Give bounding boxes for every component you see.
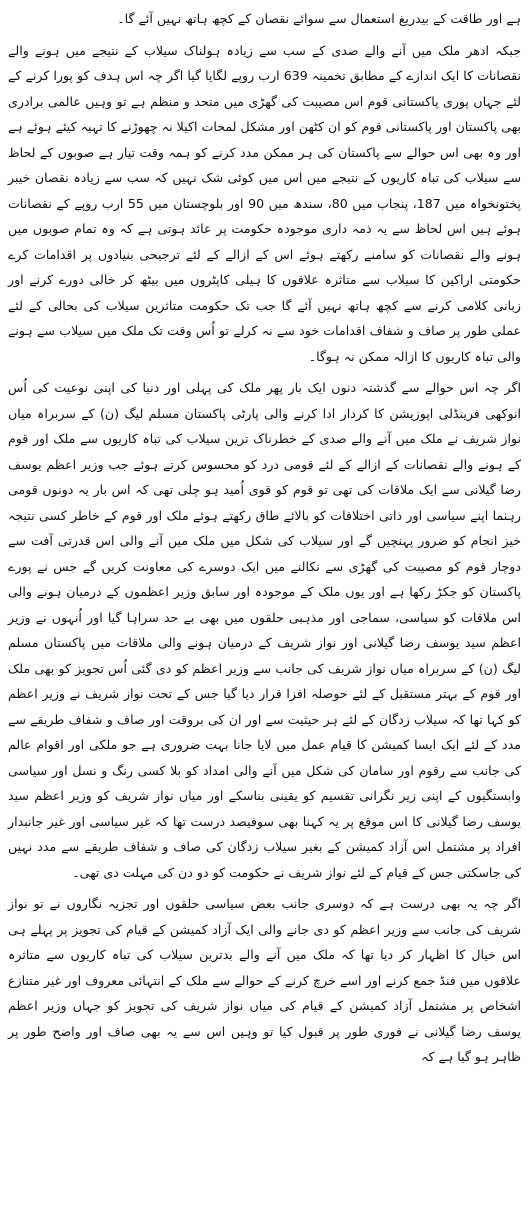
- article-paragraph-2: جبکہ ادھر ملک میں آنے والے صدی کے سب سے زیادہ ہولناک سیلاب کے نتیجے میں ہونے والے نقصانات کا ایک اندازے کے مطابق تخمینہ 639 ارب روپے لگایا گیا اگر چہ اس ہدف کو پورا کرنے کے لئے جہاں پوری پاکستانی قوم اس مصیبت کی گھڑی میں متحد و منظم ہے تو وہیں عالمی برادری بھی پاکستان اور پاکستانی قوم کو ان کٹھن اور مشکل لمحات اکیلا نہ چھوڑنے کا تہیہ کیئے ہوئے ہے اور وہ بھی اس حوالے سے پاکستان کی ہر ممکن مدد کرنے کو ہمہ وقت تیار ہے صوبوں کے لحاظ سے سیلاب کی تباہ کاریوں کے نتیجے میں اس میں کوئی شک نہیں کہ سب سے زیادہ نقصان خیبر پختونخواہ میں 187، پنجاب میں 80، سندھ میں 90 اور بلوچستان میں 55 ارب روپے کے نقصانات ہوئے ہیں اس لحاظ سے یہ ذمہ داری موجودہ حکومت پر عائد ہوتی ہے کہ وہ تمام صوبوں میں ہونے والے نقصانات کو سامنے رکھتے ہوئے اس کے ازالے کے لئے ترجیحی بنیادوں پر اقدامات کرے حکومتی اراکین کا سیلاب سے متاثرہ علاقوں کا ہیلی کاپٹروں میں بیٹھ کر خالی دورے کرنے اور زبانی کلامی کرنے سے کچھ ہاتھ نہیں آئے گا جب تک حکومت متاثرین سیلاب کی بحالی کے لئے عملی طور پر صاف و شفاف اقدامات خود سے نہ کرلے تو اُس وقت تک ملک میں سیلاب سے ہونے والی تباہ کاریوں کا ازالہ ممکن نہ ہوگا۔: [8, 42, 521, 364]
- article-paragraph-3: اگر چہ اس حوالے سے گذشتہ دنوں ایک بار پھر ملک کی پہلی اور دنیا کی اپنی نوعیت کی اُس انوکھی فرینڈلی اپوزیشن کا کردار ادا کرنے والی پارٹی پاکستان مسلم لیگ (ن) کے سربراہ میاں نواز شریف نے ملک میں آنے والے صدی کے خطرناک ترین سیلاب کی تباہ کاریوں سے ملک اور قوم کے ہونے والے نقصانات کے ازالے کے لئے قومی درد کو محسوس کرتے ہوئے جب وزیر اعظم یوسف رضا گیلانی سے ایک ملاقات کی تھی تو قوم کو قوی اُمید ہو چلی تھی کہ اس بار یہ دونوں قومی رہنما اپنے سیاسی اور ذاتی اختلافات کو بالائے طاق رکھتے ہوئے ملک اور قوم کے خاطر کسی نتیجہ خیز انجام کو ضرور پہنچیں گے اور سیلاب کی شکل میں ملک میں آنے والی اس قدرتی آفت سے دوچار قوم کو مصیبت کی گھڑی سے نکالنے میں ایک دوسرے کی معاونت کریں گے جس نے پورے پاکستان کو جکڑ رکھا ہے اور یوں ملک کے موجودہ اور سابق وزیر اعظموں کے درمیان ہونے والی اس ملاقات کو سیاسی، سماجی اور مذہبی حلقوں میں بھی بے حد سراہا گیا اور اُنہوں نے وزیر اعظم سید یوسف رضا گیلانی اور نواز شریف کے درمیان ہونے والی ملاقات میں پاکستان مسلم لیگ (ن) کے سربراہ میاں نواز شریف کی جانب سے وزیر اعظم کو دی گئی اُس تجویز کو بھی ملک اور قوم کے بہتر مستقبل کے لئے حوصلہ افزا قرار دیا گیا جس کے تحت نواز شریف نے وزیر اعظم کو کہا تھا کہ سیلاب زدگان کے لئے ہر حیثیت سے اور ان کی بروقت اور صاف و شفاف طریقے سے مدد کے لئے ایک ایسا کمیشن کا قیام عمل میں لایا جانا بہت ضروری ہے جو ملکی اور اقوام عالم کی جانب سے رقوم اور سامان کی شکل میں آنے والی امداد کو بلا کسی رنگ و نسل اور سیاسی وابستگیوں کے اپنی زیر نگرانی تقسیم کو یقینی بناسکے اور میاں نواز شریف کو وزیر اعظم سید یوسف رضا گیلانی کا اس موقع پر یہ کہنا بھی سوفیصد درست تھا کہ غیر سیاسی اور غیر جانبدار افراد پر مشتمل اس آزاد کمیشن کے بغیر سیلاب زدگان کی صاف و شفاف طریقے سے مدد نہیں کی جاسکتی جس کے قیام کے لئے نواز شریف نے حکومت کو دو دن کی مہلت دی تھی۔: [8, 380, 521, 880]
- article-paragraph-1: ہے اور طاقت کے بیدریغ استعمال سے سوائے نقصان کے کچھ ہاتھ نہیں آئے گا۔: [117, 11, 521, 26]
- article-paragraph-4: اگر چہ یہ بھی درست ہے کہ دوسری جانب بعض سیاسی حلقوں اور تجزیہ نگاروں نے تو نواز شریف کی جانب سے وزیر اعظم کو دی جانے والی ایک آزاد کمیشن کے قیام کی تجویز پر پہلے ہی اس خیال کا اظہار کر دیا تھا کہ ملک میں آنے والے بدترین سیلاب کی تباہ کاریوں سے متاثرہ علاقوں میں فنڈ جمع کرنے اور اسے خرچ کرنے کے حوالے سے ملک کے انتہائی معروف اور غیر متنازع اشخاص پر مشتمل آزاد کمیشن کے قیام کی میاں نواز شریف کی تجویز کو جہاں وزیر اعظم یوسف رضا گیلانی نے فوری طور پر قبول کیا تو وہیں اس سے یہ بھی صاف اور واضح طور پر ظاہر ہو گیا ہے کہ: [8, 896, 521, 1064]
